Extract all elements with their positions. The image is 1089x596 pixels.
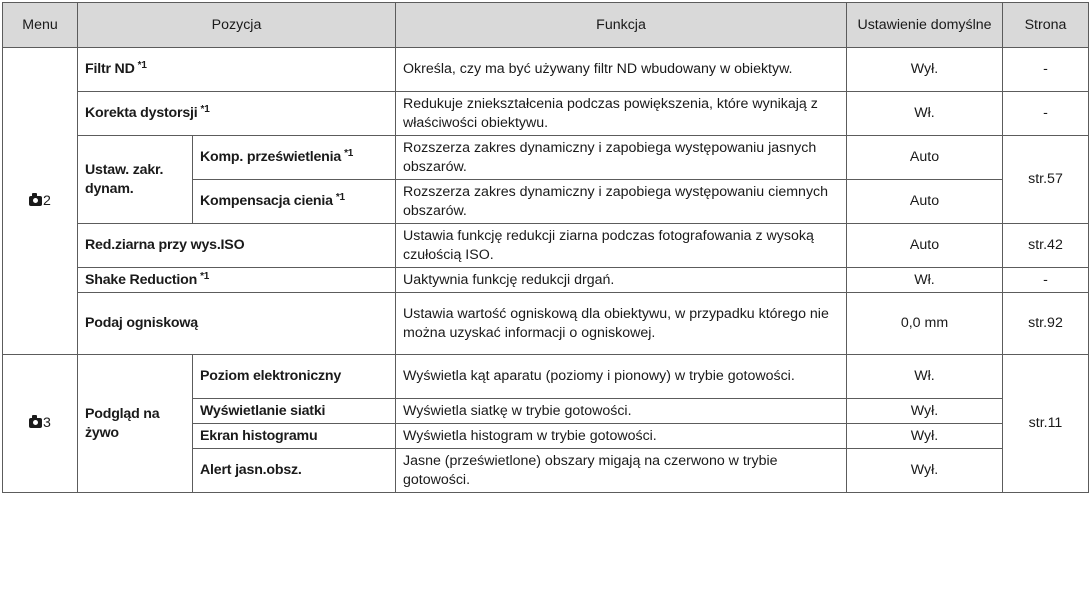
menu-cell bbox=[3, 48, 78, 355]
subitem-label: Komp. prześwietlenia bbox=[200, 149, 342, 166]
function-cell: Ustawia wartość ogniskową dla obiektywu, w przypadku którego nie można uzyskać informacji o ogniskowej. bbox=[396, 293, 847, 355]
table-row bbox=[3, 224, 1089, 268]
page-cell: - bbox=[1003, 268, 1089, 293]
table-row bbox=[3, 268, 1089, 293]
page-cell: str.92 bbox=[1003, 293, 1089, 355]
item-cell bbox=[78, 92, 396, 136]
table-row bbox=[3, 92, 1089, 136]
function-cell: Ustawia funkcję redukcji ziarna podczas fotografowania z wysoką czułością ISO. bbox=[396, 224, 847, 268]
page-cell: - bbox=[1003, 48, 1089, 92]
item-cell: Ustaw. zakr. dynam. bbox=[78, 136, 193, 224]
table-row bbox=[3, 48, 1089, 92]
function-cell: Wyświetla kąt aparatu (poziomy i pionowy) w trybie gotowości. bbox=[396, 355, 847, 399]
item-cell: Podaj ogniskową bbox=[78, 293, 396, 355]
subitem-cell: Wyświetlanie siatki bbox=[193, 399, 396, 424]
page-cell: - bbox=[1003, 92, 1089, 136]
footnote-marker: *1 bbox=[200, 104, 210, 116]
header-function: Funkcja bbox=[396, 3, 847, 48]
header-item: Pozycja bbox=[78, 3, 396, 48]
default-cell: Wył. bbox=[847, 424, 1003, 449]
function-cell: Uaktywnia funkcję redukcji drgań. bbox=[396, 268, 847, 293]
camera-icon bbox=[29, 418, 42, 428]
footnote-marker: *1 bbox=[335, 192, 345, 204]
item-label: Korekta dystorsji bbox=[85, 105, 198, 122]
default-cell: Wł. bbox=[847, 92, 1003, 136]
item-cell: Red.ziarna przy wys.ISO bbox=[78, 224, 396, 268]
item-cell bbox=[78, 48, 396, 92]
function-cell: Rozszerza zakres dynamiczny i zapobiega występowaniu ciemnych obszarów. bbox=[396, 180, 847, 224]
header-menu: Menu bbox=[3, 3, 78, 48]
default-cell: Auto bbox=[847, 224, 1003, 268]
default-cell: 0,0 mm bbox=[847, 293, 1003, 355]
page-cell: str.11 bbox=[1003, 355, 1089, 493]
page-cell: str.42 bbox=[1003, 224, 1089, 268]
item-label: Shake Reduction bbox=[85, 271, 198, 288]
default-cell: Wł. bbox=[847, 355, 1003, 399]
default-cell: Auto bbox=[847, 180, 1003, 224]
subitem-cell: Alert jasn.obsz. bbox=[193, 449, 396, 493]
function-cell: Określa, czy ma być używany filtr ND wbudowany w obiektyw. bbox=[396, 48, 847, 92]
subitem-label: Kompensacja cienia bbox=[200, 193, 333, 210]
default-cell: Wył. bbox=[847, 449, 1003, 493]
footnote-marker: *1 bbox=[344, 148, 354, 160]
header-page: Strona bbox=[1003, 3, 1089, 48]
settings-table bbox=[2, 2, 1089, 493]
category-cell: Podgląd na żywo bbox=[78, 355, 193, 493]
default-cell: Auto bbox=[847, 136, 1003, 180]
default-cell: Wył. bbox=[847, 399, 1003, 424]
function-cell: Wyświetla histogram w trybie gotowości. bbox=[396, 424, 847, 449]
item-label: Filtr ND bbox=[85, 61, 135, 78]
footnote-marker: *1 bbox=[200, 270, 210, 282]
table-row bbox=[3, 355, 1089, 399]
menu-number: 3 bbox=[43, 415, 51, 432]
function-cell: Rozszerza zakres dynamiczny i zapobiega występowaniu jasnych obszarów. bbox=[396, 136, 847, 180]
default-cell: Wył. bbox=[847, 48, 1003, 92]
function-cell: Redukuje zniekształcenia podczas powiększenia, które wynikają z właściwości obiektywu. bbox=[396, 92, 847, 136]
table-row bbox=[3, 136, 1089, 180]
subitem-cell: Poziom elektroniczny bbox=[193, 355, 396, 399]
header-row bbox=[3, 3, 1089, 48]
table-row bbox=[3, 293, 1089, 355]
function-cell: Jasne (prześwietlone) obszary migają na czerwono w trybie gotowości. bbox=[396, 449, 847, 493]
menu-number: 2 bbox=[43, 192, 51, 209]
item-cell bbox=[78, 268, 396, 293]
subitem-cell: Ekran histogramu bbox=[193, 424, 396, 449]
header-default: Ustawienie domyślne bbox=[847, 3, 1003, 48]
function-cell: Wyświetla siatkę w trybie gotowości. bbox=[396, 399, 847, 424]
subitem-cell bbox=[193, 180, 396, 224]
page-cell: str.57 bbox=[1003, 136, 1089, 224]
default-cell: Wł. bbox=[847, 268, 1003, 293]
menu-cell bbox=[3, 355, 78, 493]
subitem-cell bbox=[193, 136, 396, 180]
camera-icon bbox=[29, 196, 42, 206]
footnote-marker: *1 bbox=[137, 60, 147, 72]
